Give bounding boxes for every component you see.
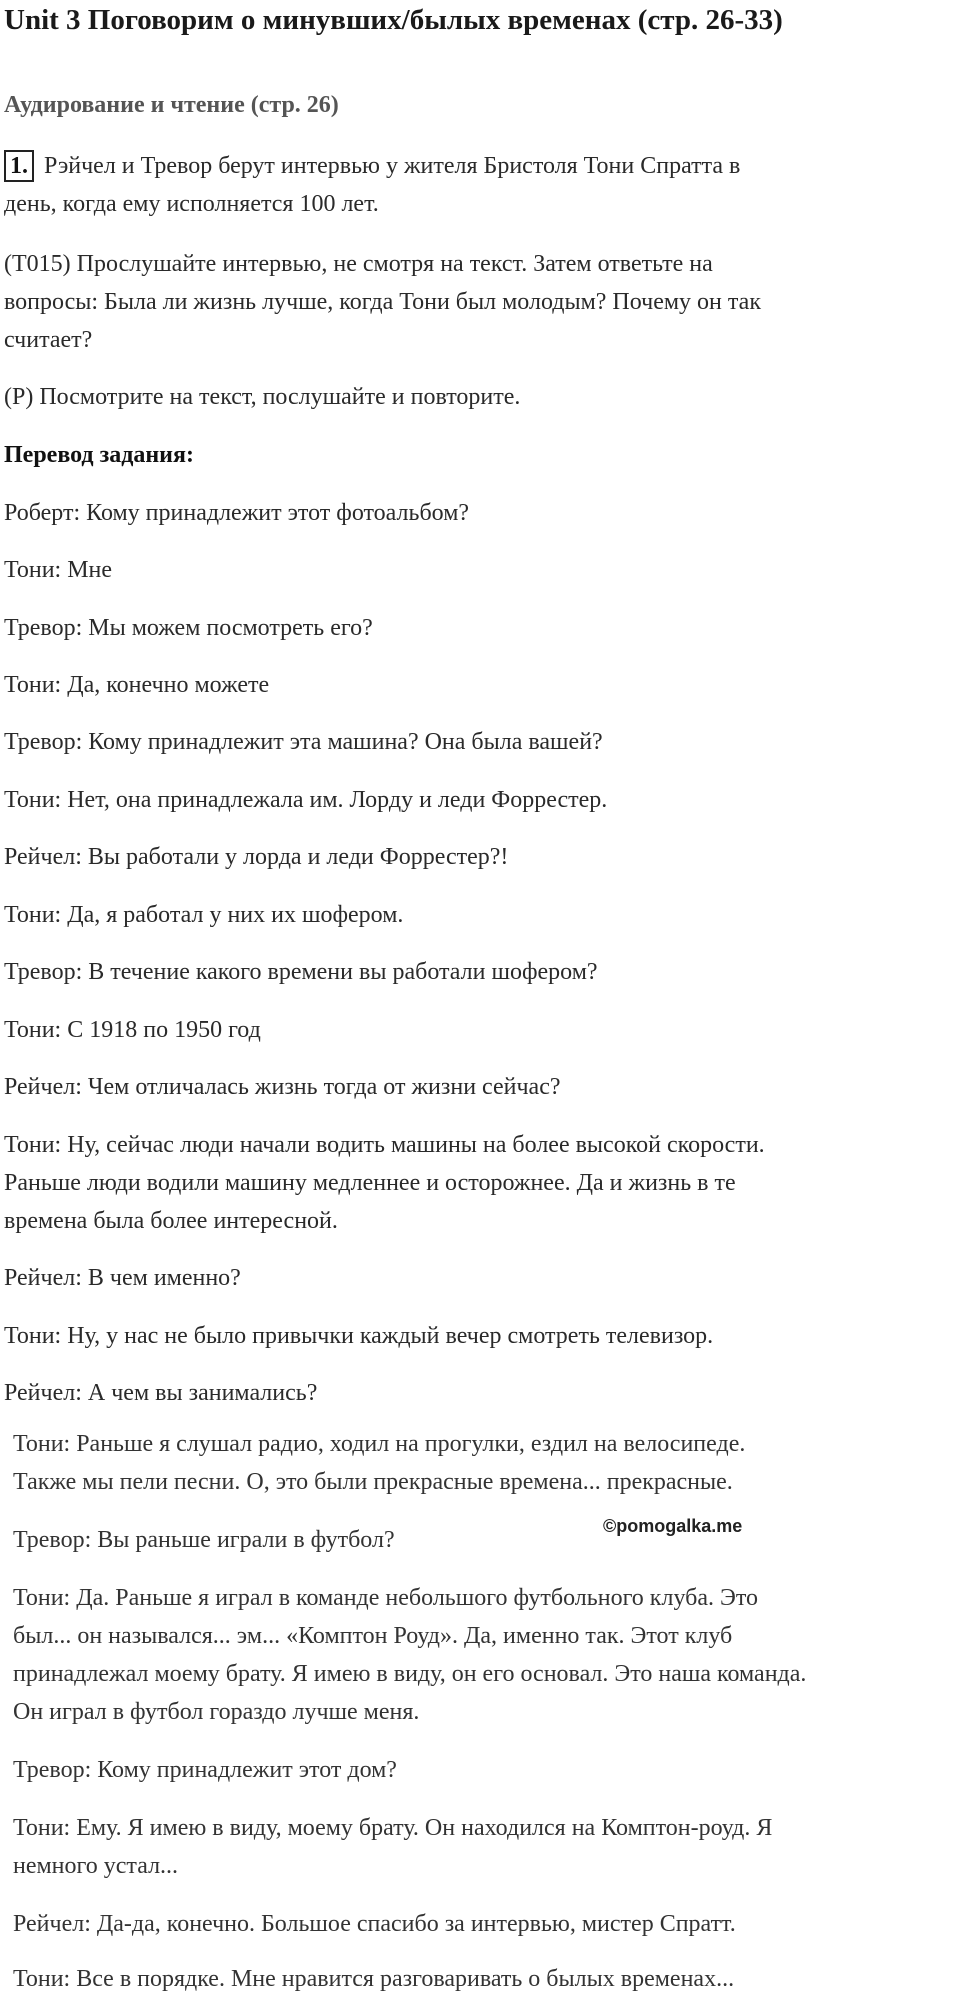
dialogue-line: Рейчел: Чем отличалась жизнь тогда от жизни сейчас? <box>4 1074 561 1100</box>
dialogue-line: Тревор: Кому принадлежит эта машина? Она была вашей? <box>4 729 603 755</box>
dialogue-line: времена была более интересной. <box>4 1208 338 1234</box>
dialogue-line: Тони: Да, конечно можете <box>4 672 270 698</box>
dialogue-line: Также мы пели песни. О, это были прекрасные времена... прекрасные. <box>13 1469 733 1495</box>
page-title: Unit 3 Поговорим о минувших/былых временах (стр. 26-33) <box>4 4 783 36</box>
dialogue-line: Тревор: В течение какого времени вы работали шофером? <box>4 959 598 985</box>
instruction-line: вопросы: Была ли жизнь лучше, когда Тони был молодым? Почему он так <box>4 289 761 315</box>
dialogue-line: Он играл в футбол гораздо лучше меня. <box>13 1699 420 1725</box>
instruction-line: считает? <box>4 327 93 353</box>
dialogue-line: Тревор: Вы раньше играли в футбол? <box>13 1527 395 1553</box>
dialogue-line: Тревор: Мы можем посмотреть его? <box>4 615 373 641</box>
task-line-2: день, когда ему исполняется 100 лет. <box>4 191 379 217</box>
dialogue-line: Тони: Нет, она принадлежала им. Лорду и леди Форрестер. <box>4 787 608 813</box>
dialogue-line: Тони: Да. Раньше я играл в команде небольшого футбольного клуба. Это <box>13 1585 759 1611</box>
section-subtitle: Аудирование и чтение (стр. 26) <box>4 92 339 118</box>
dialogue-line: Тони: Мне <box>4 557 113 583</box>
dialogue-line: немного устал... <box>13 1853 179 1879</box>
task-line-1 <box>4 147 740 185</box>
dialogue-line: Раньше люди водили машину медленнее и осторожнее. Да и жизнь в те <box>4 1170 736 1196</box>
dialogue-line: принадлежал моему брату. Я имею в виду, он его основал. Это наша команда. <box>13 1661 807 1687</box>
dialogue-line: Рейчел: В чем именно? <box>4 1265 241 1291</box>
dialogue-line: был... он назывался... эм... «Комптон Роуд». Да, именно так. Этот клуб <box>13 1623 733 1649</box>
watermark: ©pomogalka.me <box>603 1516 743 1536</box>
dialogue-line: Тревор: Кому принадлежит этот дом? <box>13 1757 397 1783</box>
dialogue-line: Тони: Раньше я слушал радио, ходил на прогулки, ездил на велосипеде. <box>13 1431 746 1457</box>
instruction-line: (T015) Прослушайте интервью, не смотря на текст. Затем ответьте на <box>4 251 713 277</box>
dialogue-line: Тони: Ну, сейчас люди начали водить машины на более высокой скорости. <box>4 1132 765 1158</box>
dialogue-line: Тони: С 1918 по 1950 год <box>4 1017 261 1043</box>
task-text-1: Рэйчел и Тревор берут интервью у жителя Бристоля Тони Спратта в <box>44 153 741 179</box>
dialogue-line: Рейчел: А чем вы занимались? <box>4 1380 318 1406</box>
dialogue-line: Тони: Ну, у нас не было привычки каждый вечер смотреть телевизор. <box>4 1323 714 1349</box>
dialogue-line: Роберт: Кому принадлежит этот фотоальбом? <box>4 500 470 526</box>
dialogue-line: Тони: Ему. Я имею в виду, моему брату. Он находился на Комптон-роуд. Я <box>13 1815 773 1841</box>
translation-heading: Перевод задания: <box>4 442 194 468</box>
instruction-line: (P) Посмотрите на текст, послушайте и повторите. <box>4 384 521 410</box>
dialogue-line: Тони: Да, я работал у них их шофером. <box>4 902 404 928</box>
task-number: 1. <box>4 150 34 182</box>
dialogue-line: Рейчел: Да-да, конечно. Большое спасибо за интервью, мистер Спратт. <box>13 1911 736 1937</box>
dialogue-line: Рейчел: Вы работали у лорда и леди Форрестер?! <box>4 844 509 870</box>
dialogue-line: Тони: Все в порядке. Мне нравится разговаривать о былых временах... <box>13 1966 735 1992</box>
